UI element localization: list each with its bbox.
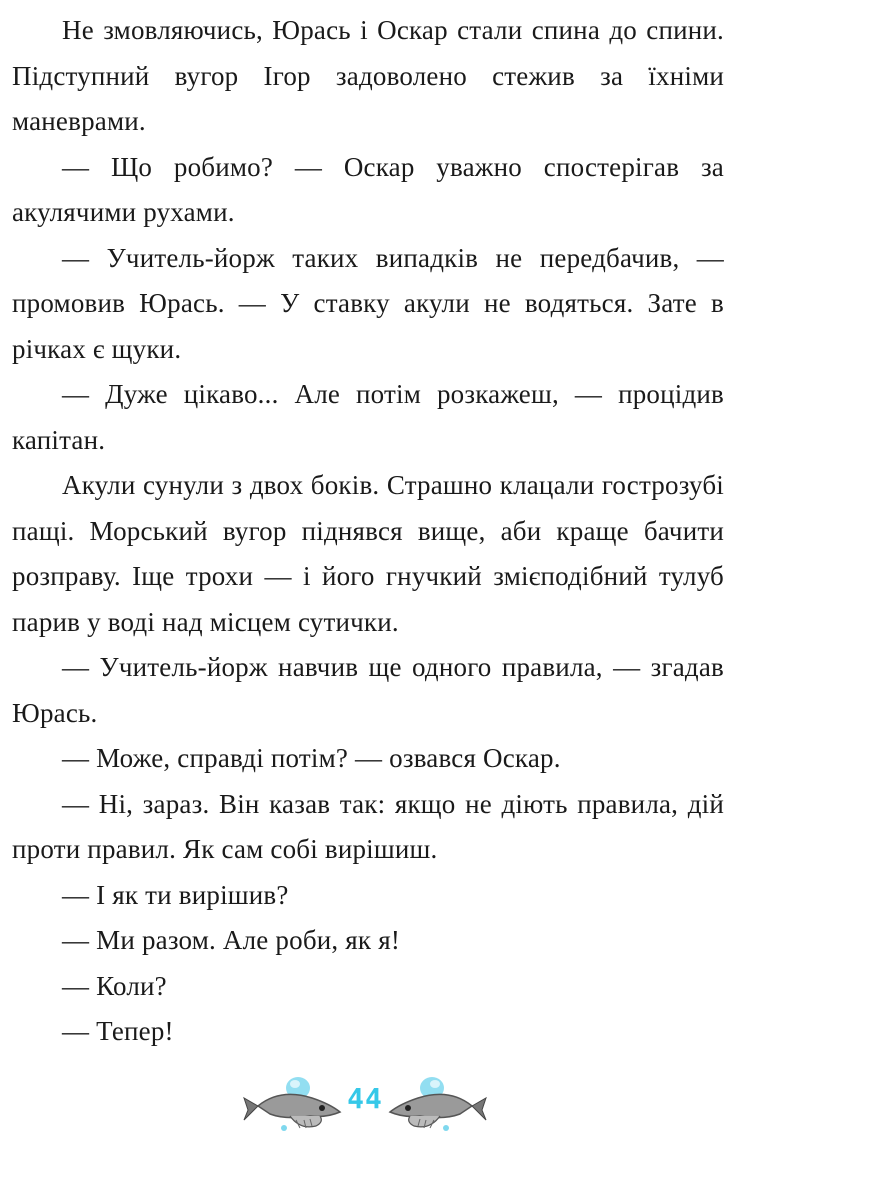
page-number: 44 (347, 1082, 383, 1115)
paragraph: — Ми разом. Але роби, як я! (62, 925, 401, 955)
fish-ornament-icon (390, 1077, 486, 1131)
paragraph: Акули сунули з двох боків. Страшно клацали гострозубі пащі. Морський вугор піднявся вище, аби краще бачити розправу. Іще трохи — і його гнучкий змієподібний тулуб парив у воді над місцем сутички. (12, 470, 724, 637)
fish-ornament-icon (244, 1077, 340, 1131)
paragraph: — Тепер! (62, 1016, 174, 1046)
paragraph: Не змовляючись, Юрась і Оскар стали спина до спини. Підступний вугор Ігор задоволено стежив за їхніми маневрами. (12, 15, 724, 136)
paragraph: — Коли? (62, 970, 167, 1001)
paragraph: — Може, справді потім? — озвався Оскар. (62, 743, 561, 773)
paragraph: — Учитель-йорж навчив ще одного правила, — згадав Юрась. (12, 652, 724, 728)
paragraph: — Учитель-йорж таких випадків не передбачив, — промовив Юрась. — У ставку акули не водяться. Зате в річках є щуки. (12, 242, 724, 364)
page-folio (240, 1068, 490, 1138)
body-text (12, 8, 724, 1055)
paragraph: — Дуже цікаво... Але потім розкажеш, — процідив капітан. (12, 379, 724, 455)
paragraph: — Ні, зараз. Він казав так: якщо не діють правила, дій проти правил. Як сам собі вирішиш. (12, 788, 724, 864)
paragraph: — Що робимо? — Оскар уважно спостерігав за акулячими рухами. (12, 151, 724, 227)
paragraph: — І як ти вирішив? (62, 879, 289, 910)
